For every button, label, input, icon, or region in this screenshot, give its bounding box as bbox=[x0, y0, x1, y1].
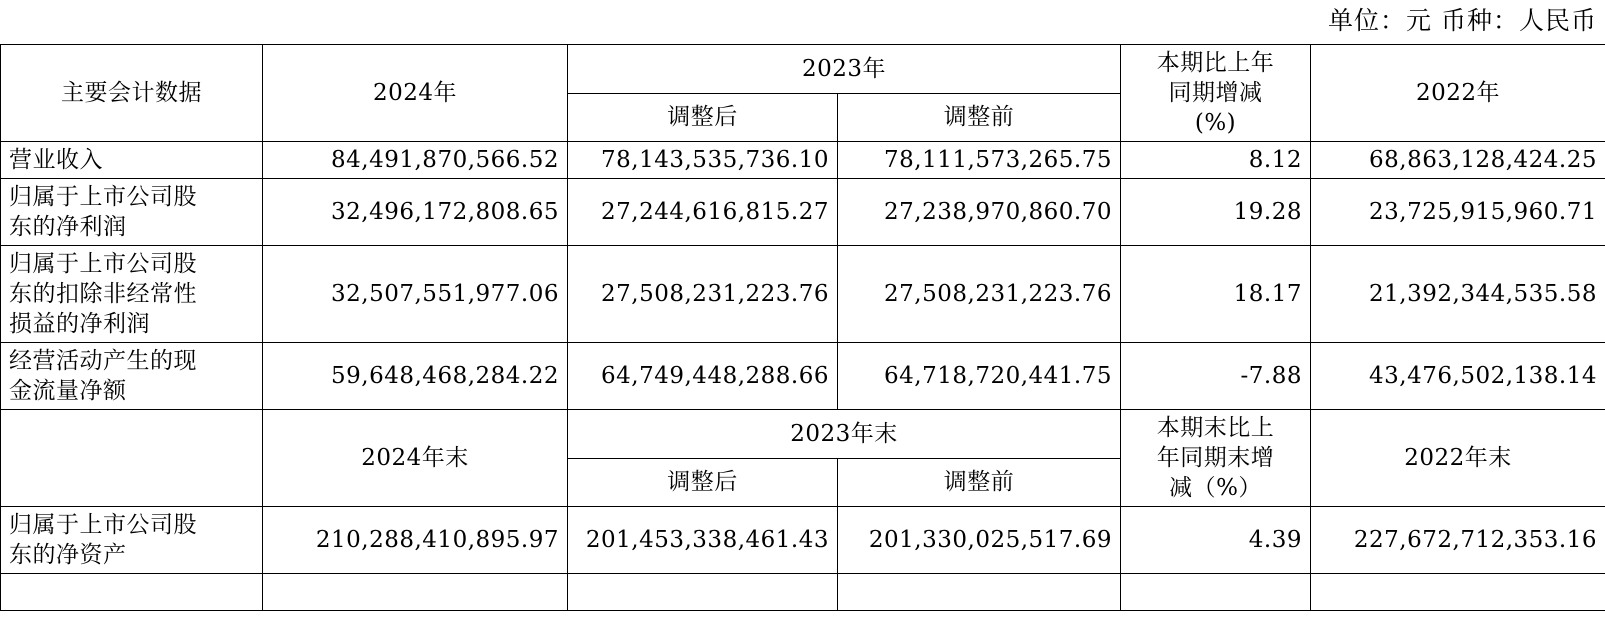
cell-operating-cashflow-2024: 59,648,468,284.22 bbox=[263, 343, 568, 410]
table-header-row-1 bbox=[1, 45, 1605, 94]
header-cell-2022-end: 2022年末 bbox=[1311, 410, 1605, 507]
header-change-end-line2: 年同期末增 bbox=[1156, 445, 1275, 471]
unit-note: 单位：元 币种：人民币 bbox=[1328, 6, 1597, 35]
cell-net-profit-deducted-change: 18.17 bbox=[1121, 246, 1311, 343]
cell-net-profit-2023-adjusted: 27,244,616,815.27 bbox=[568, 179, 838, 246]
table-row bbox=[1, 507, 1605, 574]
table-row-partial bbox=[1, 574, 1605, 611]
cell-net-profit-2024: 32,496,172,808.65 bbox=[263, 179, 568, 246]
row-label-line2: 东的扣除非经常性 bbox=[9, 281, 197, 307]
header-cell-2024: 2024年 bbox=[263, 45, 568, 142]
cell-net-assets-2024: 210,288,410,895.97 bbox=[263, 507, 568, 574]
table-row bbox=[1, 343, 1605, 410]
header-change-line1: 本期比上年 bbox=[1156, 50, 1275, 76]
cell-partial-change bbox=[1121, 574, 1311, 611]
main-accounting-data-table bbox=[0, 44, 1605, 611]
header-change-end-line3: 减（%） bbox=[1169, 475, 1262, 501]
cell-net-profit-change: 19.28 bbox=[1121, 179, 1311, 246]
header-cell-main-data: 主要会计数据 bbox=[1, 45, 263, 142]
cell-partial-2023-before bbox=[838, 574, 1121, 611]
cell-net-profit-2022: 23,725,915,960.71 bbox=[1311, 179, 1605, 246]
table-row bbox=[1, 246, 1605, 343]
header-change-end-line1: 本期末比上 bbox=[1156, 415, 1275, 441]
row-label-line1: 归属于上市公司股 bbox=[9, 184, 197, 210]
cell-revenue-change: 8.12 bbox=[1121, 142, 1311, 179]
table-row bbox=[1, 142, 1605, 179]
header-cell-2023-end-adjusted: 调整后 bbox=[568, 458, 838, 507]
cell-revenue-2024: 84,491,870,566.52 bbox=[263, 142, 568, 179]
header-cell-change-period-end bbox=[1121, 410, 1311, 507]
cell-operating-cashflow-change: -7.88 bbox=[1121, 343, 1311, 410]
header-cell-2024-end: 2024年末 bbox=[263, 410, 568, 507]
cell-operating-cashflow-2023-adjusted: 64,749,448,288.66 bbox=[568, 343, 838, 410]
header-cell-period-end-blank bbox=[1, 410, 263, 507]
row-label-line2: 金流量净额 bbox=[9, 378, 127, 404]
row-label-line1: 归属于上市公司股 bbox=[9, 251, 197, 277]
cell-revenue-2022: 68,863,128,424.25 bbox=[1311, 142, 1605, 179]
header-cell-2023-before: 调整前 bbox=[838, 93, 1121, 142]
cell-partial-2022 bbox=[1311, 574, 1605, 611]
header-cell-change bbox=[1121, 45, 1311, 142]
table-header-row-3 bbox=[1, 410, 1605, 459]
cell-revenue-2023-before: 78,111,573,265.75 bbox=[838, 142, 1121, 179]
row-label-revenue: 营业收入 bbox=[1, 142, 263, 179]
row-label-line3: 损益的净利润 bbox=[9, 311, 150, 337]
cell-net-profit-deducted-2024: 32,507,551,977.06 bbox=[263, 246, 568, 343]
cell-net-assets-2023-adjusted: 201,453,338,461.43 bbox=[568, 507, 838, 574]
cell-revenue-2023-adjusted: 78,143,535,736.10 bbox=[568, 142, 838, 179]
row-label-net-profit-deducted bbox=[1, 246, 263, 343]
row-label-line2: 东的净利润 bbox=[9, 214, 127, 240]
header-cell-2022: 2022年 bbox=[1311, 45, 1605, 142]
cell-net-profit-deducted-2023-before: 27,508,231,223.76 bbox=[838, 246, 1121, 343]
header-change-line3: (%) bbox=[1194, 110, 1237, 136]
cell-net-assets-2022: 227,672,712,353.16 bbox=[1311, 507, 1605, 574]
row-label-net-profit bbox=[1, 179, 263, 246]
row-label-net-assets bbox=[1, 507, 263, 574]
cell-net-assets-change: 4.39 bbox=[1121, 507, 1311, 574]
header-change-line2: 同期增减 bbox=[1168, 80, 1263, 106]
cell-partial-2023-adjusted bbox=[568, 574, 838, 611]
row-label-line1: 经营活动产生的现 bbox=[9, 348, 197, 374]
header-cell-2023-end-before: 调整前 bbox=[838, 458, 1121, 507]
table-row bbox=[1, 179, 1605, 246]
row-label-operating-cashflow bbox=[1, 343, 263, 410]
cell-net-profit-deducted-2022: 21,392,344,535.58 bbox=[1311, 246, 1605, 343]
header-cell-2023: 2023年 bbox=[568, 45, 1121, 94]
cell-net-profit-deducted-2023-adjusted: 27,508,231,223.76 bbox=[568, 246, 838, 343]
cell-operating-cashflow-2022: 43,476,502,138.14 bbox=[1311, 343, 1605, 410]
row-label-line2: 东的净资产 bbox=[9, 542, 127, 568]
header-cell-2023-adjusted: 调整后 bbox=[568, 93, 838, 142]
cell-partial-2024 bbox=[263, 574, 568, 611]
row-label-partial bbox=[1, 574, 263, 611]
cell-net-profit-2023-before: 27,238,970,860.70 bbox=[838, 179, 1121, 246]
cell-net-assets-2023-before: 201,330,025,517.69 bbox=[838, 507, 1121, 574]
row-label-line1: 归属于上市公司股 bbox=[9, 512, 197, 538]
header-cell-2023-end: 2023年末 bbox=[568, 410, 1121, 459]
cell-operating-cashflow-2023-before: 64,718,720,441.75 bbox=[838, 343, 1121, 410]
